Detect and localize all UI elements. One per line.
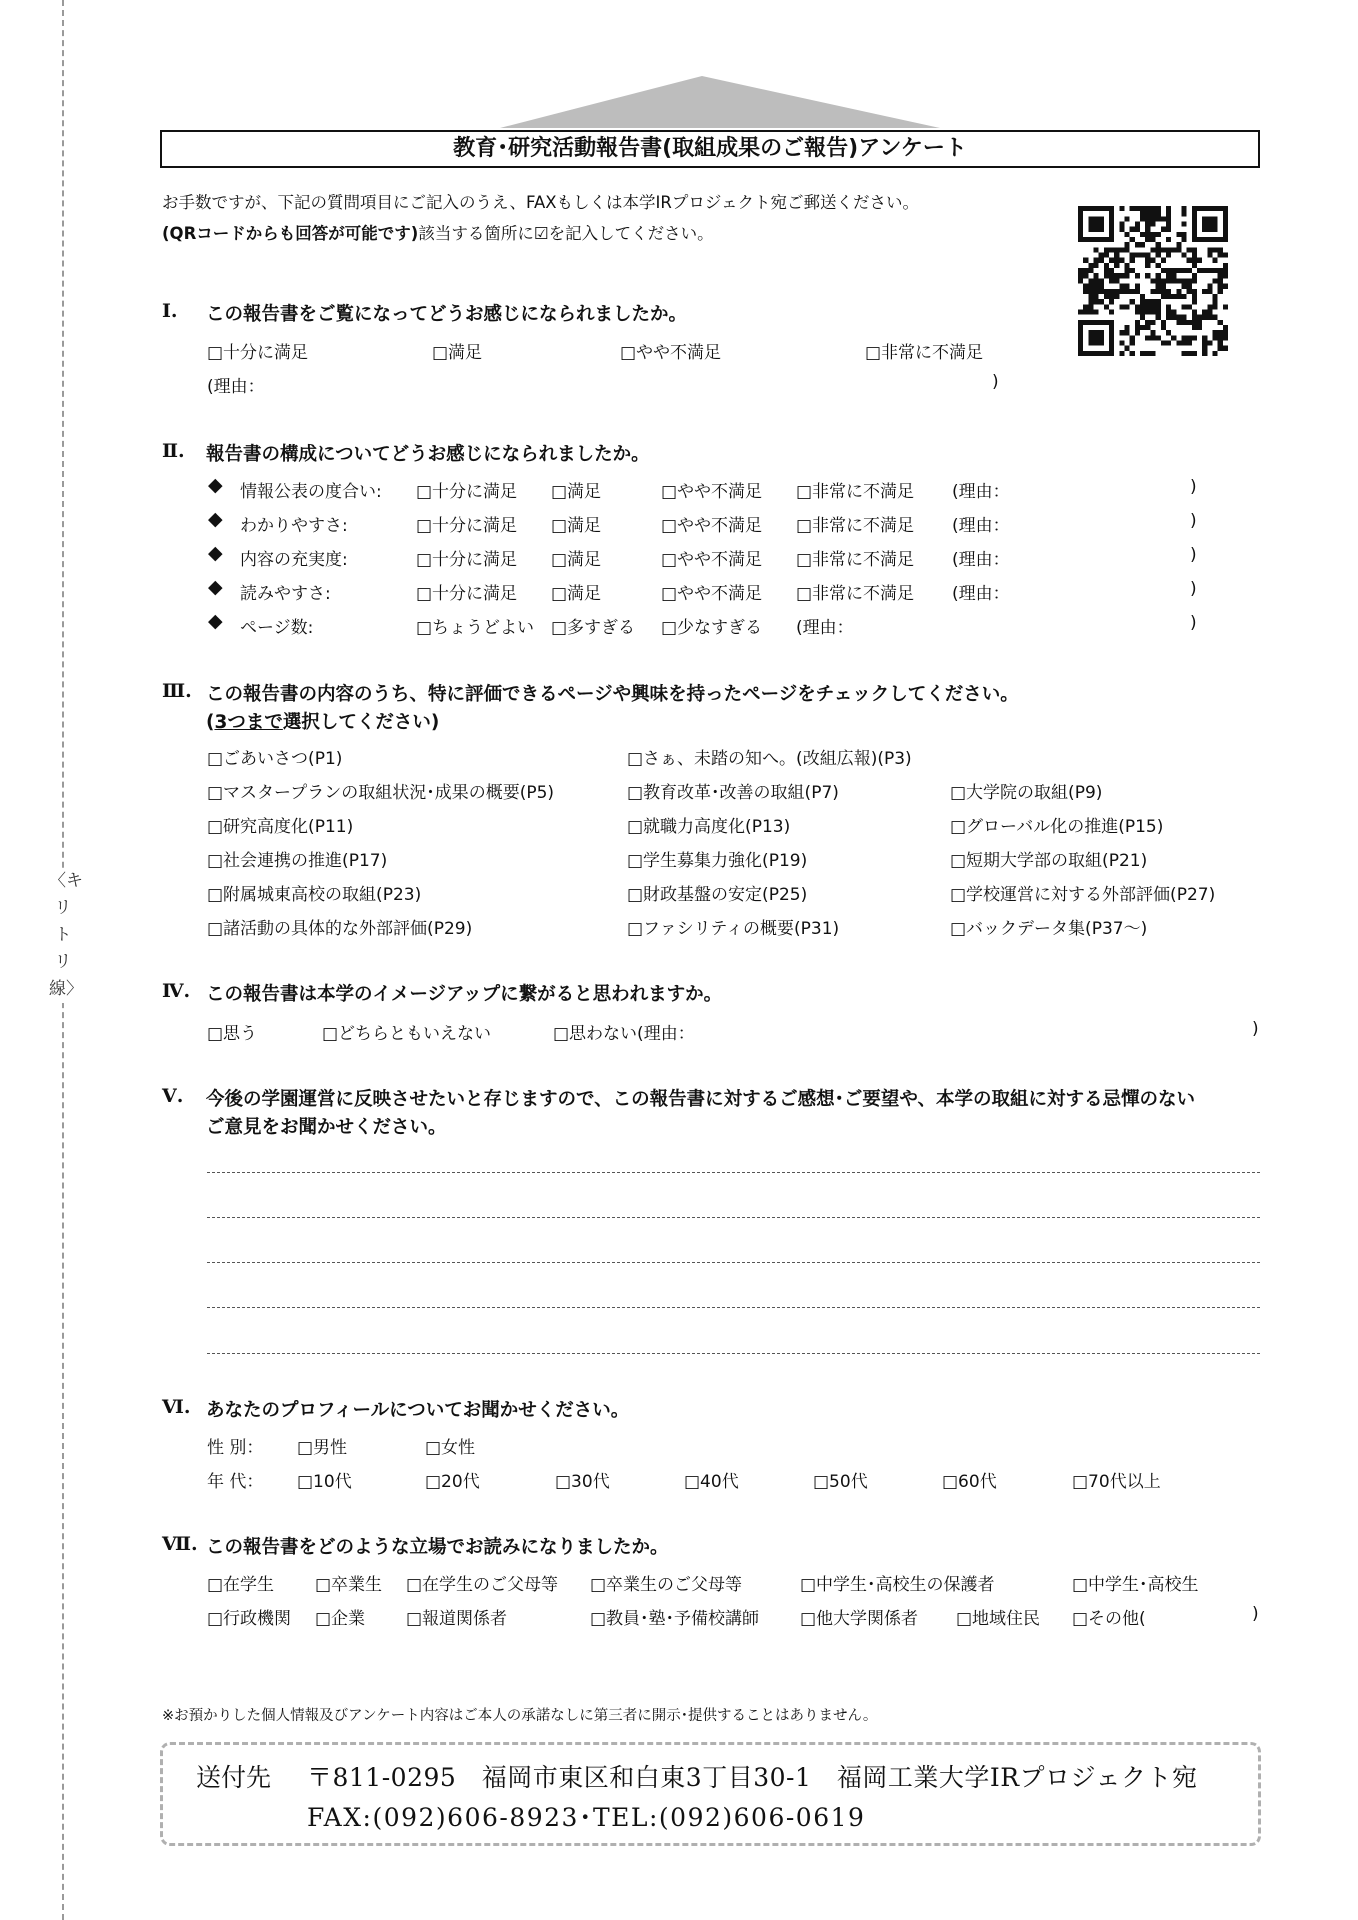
reader-option-other[interactable]: □その他( (1072, 1609, 1146, 1629)
q2-option[interactable]: □やや不満足 (661, 550, 763, 570)
reader-option[interactable]: □教員･塾･予備校講師 (590, 1609, 760, 1629)
q3-page-option[interactable]: □バックデータ集(P37〜) (950, 919, 1148, 939)
q2-row-label (240, 511, 420, 536)
reader-option[interactable]: □報道関係者 (406, 1609, 508, 1629)
q2-reason-close: ) (1190, 545, 1197, 565)
q2-row-label (240, 477, 420, 502)
q2-option[interactable]: □十分に満足 (416, 482, 518, 502)
q2-option[interactable]: □やや不満足 (661, 516, 763, 536)
reader-option[interactable]: □他大学関係者 (800, 1609, 919, 1629)
intro-line-1: お手数ですが、下記の質問項目にご記入のうえ、FAXもしくは本学IRプロジェクト宛ご郵送ください。 (162, 193, 920, 212)
reader-option[interactable]: □中学生･高校生の保護者 (800, 1575, 995, 1595)
diamond-bullet-icon: ◆ (208, 542, 223, 564)
q2-option[interactable]: □非常に不満足 (796, 584, 915, 604)
q4-option-yes[interactable]: □思う (207, 1024, 258, 1044)
q4-reason-close: ) (1252, 1019, 1259, 1039)
q1-option-very-satisfied[interactable]: □十分に満足 (207, 343, 309, 363)
age-option[interactable]: □60代 (942, 1472, 997, 1492)
q2-option[interactable]: □満足 (551, 584, 602, 604)
q2-reason-field[interactable]: (理由： (952, 550, 1010, 570)
age-option[interactable]: □50代 (813, 1472, 868, 1492)
reader-option[interactable]: □在学生のご父母等 (406, 1575, 559, 1595)
q4-question: この報告書は本学のイメージアップに繋がると思われますか。 (206, 984, 723, 1005)
q2-number: Ⅱ. (162, 440, 185, 462)
age-option[interactable]: □10代 (297, 1472, 352, 1492)
q3-question: この報告書の内容のうち、特に評価できるページや興味を持ったページをチェックしてください。 (206, 684, 1019, 705)
q2-row-label-text: 内容の充実度: (240, 550, 348, 570)
gender-option-male[interactable]: □男性 (297, 1438, 348, 1458)
qr-code-icon[interactable] (1078, 206, 1228, 356)
q2-option[interactable]: □十分に満足 (416, 516, 518, 536)
survey-title: 教育･研究活動報告書(取組成果のご報告)アンケート (160, 130, 1260, 168)
q3-page-option[interactable]: □研究高度化(P11) (207, 817, 354, 837)
q3-page-option[interactable]: □グローバル化の推進(P15) (950, 817, 1164, 837)
q2-reason-field[interactable]: (理由： (952, 516, 1010, 536)
q2-option[interactable]: □満足 (551, 550, 602, 570)
q2-reason-close: ) (1190, 579, 1197, 599)
q2-reason-close: ) (1190, 477, 1197, 497)
q3-page-option[interactable]: □短期大学部の取組(P21) (950, 851, 1148, 871)
q2-question: 報告書の構成についてどうお感じになられましたか。 (206, 444, 650, 465)
q2-row-label-text: ページ数: (240, 618, 314, 638)
diamond-bullet-icon: ◆ (208, 508, 223, 530)
q5-question-line-1: 今後の学園運営に反映させたいと存じますので、この報告書に対するご感想･ご要望や、本学の取組に対する忌憚のない (206, 1089, 1196, 1110)
intro-qr-note: (QRコードからも回答が可能です) (162, 224, 419, 243)
q1-reason-field[interactable]: (理由： (207, 377, 265, 397)
age-option[interactable]: □70代以上 (1072, 1472, 1161, 1492)
q2-reason-field[interactable]: (理由： (952, 482, 1010, 502)
q2-row-label-text: わかりやすさ: (240, 516, 348, 536)
comment-line[interactable] (207, 1217, 1260, 1218)
q6-number: Ⅵ. (162, 1396, 191, 1418)
header-tab-shape (0, 0, 1358, 135)
q2-option[interactable]: □十分に満足 (416, 550, 518, 570)
q2-reason-close: ) (1190, 613, 1197, 633)
q3-number: Ⅲ. (162, 680, 192, 702)
q3-note-rest: 選択してください) (282, 712, 440, 733)
q2-option[interactable]: □やや不満足 (661, 482, 763, 502)
q1-option-somewhat-dissatisfied[interactable]: □やや不満足 (620, 343, 722, 363)
cut-line-label: 〈キリトリ線〉 (49, 868, 77, 1003)
q2-row-label (240, 613, 420, 638)
q3-page-option[interactable]: □学校運営に対する外部評価(P27) (950, 885, 1216, 905)
q3-page-option[interactable]: □社会連携の推進(P17) (207, 851, 388, 871)
q5-question-line-2: ご意見をお聞かせください。 (206, 1117, 447, 1138)
q2-option[interactable]: □ちょうどよい (416, 618, 535, 638)
q4-number: Ⅳ. (162, 980, 191, 1002)
q3-page-option[interactable]: □学生募集力強化(P19) (627, 851, 808, 871)
q3-note-limit: 3つまで (214, 712, 283, 733)
age-option[interactable]: □20代 (425, 1472, 480, 1492)
age-option[interactable]: □40代 (684, 1472, 739, 1492)
q2-reason-field[interactable]: (理由： (796, 618, 854, 638)
reader-option[interactable]: □在学生 (207, 1575, 275, 1595)
reader-option[interactable]: □中学生･高校生 (1072, 1575, 1199, 1595)
q3-page-option[interactable]: □大学院の取組(P9) (950, 783, 1103, 803)
q4-option-no[interactable]: □思わない(理由： (553, 1024, 695, 1044)
reader-option[interactable]: □企業 (315, 1609, 366, 1629)
diamond-bullet-icon: ◆ (208, 474, 223, 496)
q2-option[interactable]: □満足 (551, 482, 602, 502)
diamond-bullet-icon: ◆ (208, 610, 223, 632)
q7-question: この報告書をどのような立場でお読みになりましたか。 (206, 1537, 669, 1558)
q3-page-option[interactable]: □マスタープランの取組状況･成果の概要(P5) (207, 783, 555, 803)
send-address: 〒811-0295 福岡市東区和白東3丁目30-1 福岡工業大学IRプロジェクト宛 (307, 1763, 1198, 1792)
q2-row-label (240, 545, 420, 570)
reader-option[interactable]: □行政機関 (207, 1609, 292, 1629)
gender-label: 性 別： (207, 1438, 264, 1458)
intro-line-2 (162, 220, 714, 244)
send-to-label: 送付先 (196, 1763, 272, 1792)
gender-option-female[interactable]: □女性 (425, 1438, 476, 1458)
q2-option[interactable]: □非常に不満足 (796, 516, 915, 536)
q2-option[interactable]: □非常に不満足 (796, 550, 915, 570)
reader-option[interactable]: □卒業生 (315, 1575, 383, 1595)
q2-reason-close: ) (1190, 511, 1197, 531)
intro-instruction: 該当する箇所に☑を記入してください。 (418, 224, 714, 243)
q2-option[interactable]: □多すぎる (551, 618, 636, 638)
q1-option-satisfied[interactable]: □満足 (432, 343, 483, 363)
q2-option[interactable]: □十分に満足 (416, 584, 518, 604)
q7-number: Ⅶ. (162, 1533, 198, 1555)
q3-page-option[interactable]: □諸活動の具体的な外部評価(P29) (207, 919, 473, 939)
q3-page-option[interactable]: □ごあいさつ(P1) (207, 749, 343, 769)
q3-note (206, 708, 439, 734)
q2-option[interactable]: □非常に不満足 (796, 482, 915, 502)
q3-page-option[interactable]: □ファシリティの概要(P31) (627, 919, 840, 939)
q1-number: Ⅰ. (162, 300, 178, 322)
q2-option[interactable]: □少なすぎる (661, 618, 763, 638)
q2-reason-field[interactable]: (理由： (952, 584, 1010, 604)
diamond-bullet-icon: ◆ (208, 576, 223, 598)
q5-number: Ⅴ. (162, 1085, 184, 1107)
q3-page-option[interactable]: □教育改革･改善の取組(P7) (627, 783, 839, 803)
q2-row-label (240, 579, 420, 604)
reader-option[interactable]: □地域住民 (956, 1609, 1041, 1629)
q1-reason-close: ) (992, 372, 999, 392)
age-option[interactable]: □30代 (555, 1472, 610, 1492)
q4-option-neutral[interactable]: □どちらともいえない (322, 1024, 492, 1044)
age-label: 年 代： (207, 1472, 264, 1492)
q3-page-option[interactable]: □就職力高度化(P13) (627, 817, 791, 837)
comment-line[interactable] (207, 1172, 1260, 1173)
reader-option[interactable]: □卒業生のご父母等 (590, 1575, 743, 1595)
q3-page-option[interactable]: □附属城東高校の取組(P23) (207, 885, 422, 905)
q3-page-option[interactable]: □さぁ、未踏の知へ。(改組広報)(P3) (627, 749, 912, 769)
q3-note-open: ( (206, 712, 215, 733)
q2-option[interactable]: □やや不満足 (661, 584, 763, 604)
q2-option[interactable]: □満足 (551, 516, 602, 536)
comment-line[interactable] (207, 1353, 1260, 1354)
q2-row-label-text: 情報公表の度合い: (240, 482, 382, 502)
q3-page-option[interactable]: □財政基盤の安定(P25) (627, 885, 808, 905)
privacy-notice: ※お預かりした個人情報及びアンケート内容はご本人の承諾なしに第三者に開示･提供することはありません。 (162, 1708, 878, 1724)
q1-option-very-dissatisfied[interactable]: □非常に不満足 (865, 343, 984, 363)
comment-line[interactable] (207, 1307, 1260, 1308)
send-contact: FAX:(092)606-8923･TEL:(092)606-0619 (307, 1803, 866, 1832)
comment-line[interactable] (207, 1262, 1260, 1263)
q6-question: あなたのプロフィールについてお聞かせください。 (206, 1400, 630, 1421)
q2-row-label-text: 読みやすさ: (240, 584, 331, 604)
q7-other-close: ) (1252, 1604, 1259, 1624)
q1-question: この報告書をご覧になってどうお感じになられましたか。 (206, 304, 688, 325)
